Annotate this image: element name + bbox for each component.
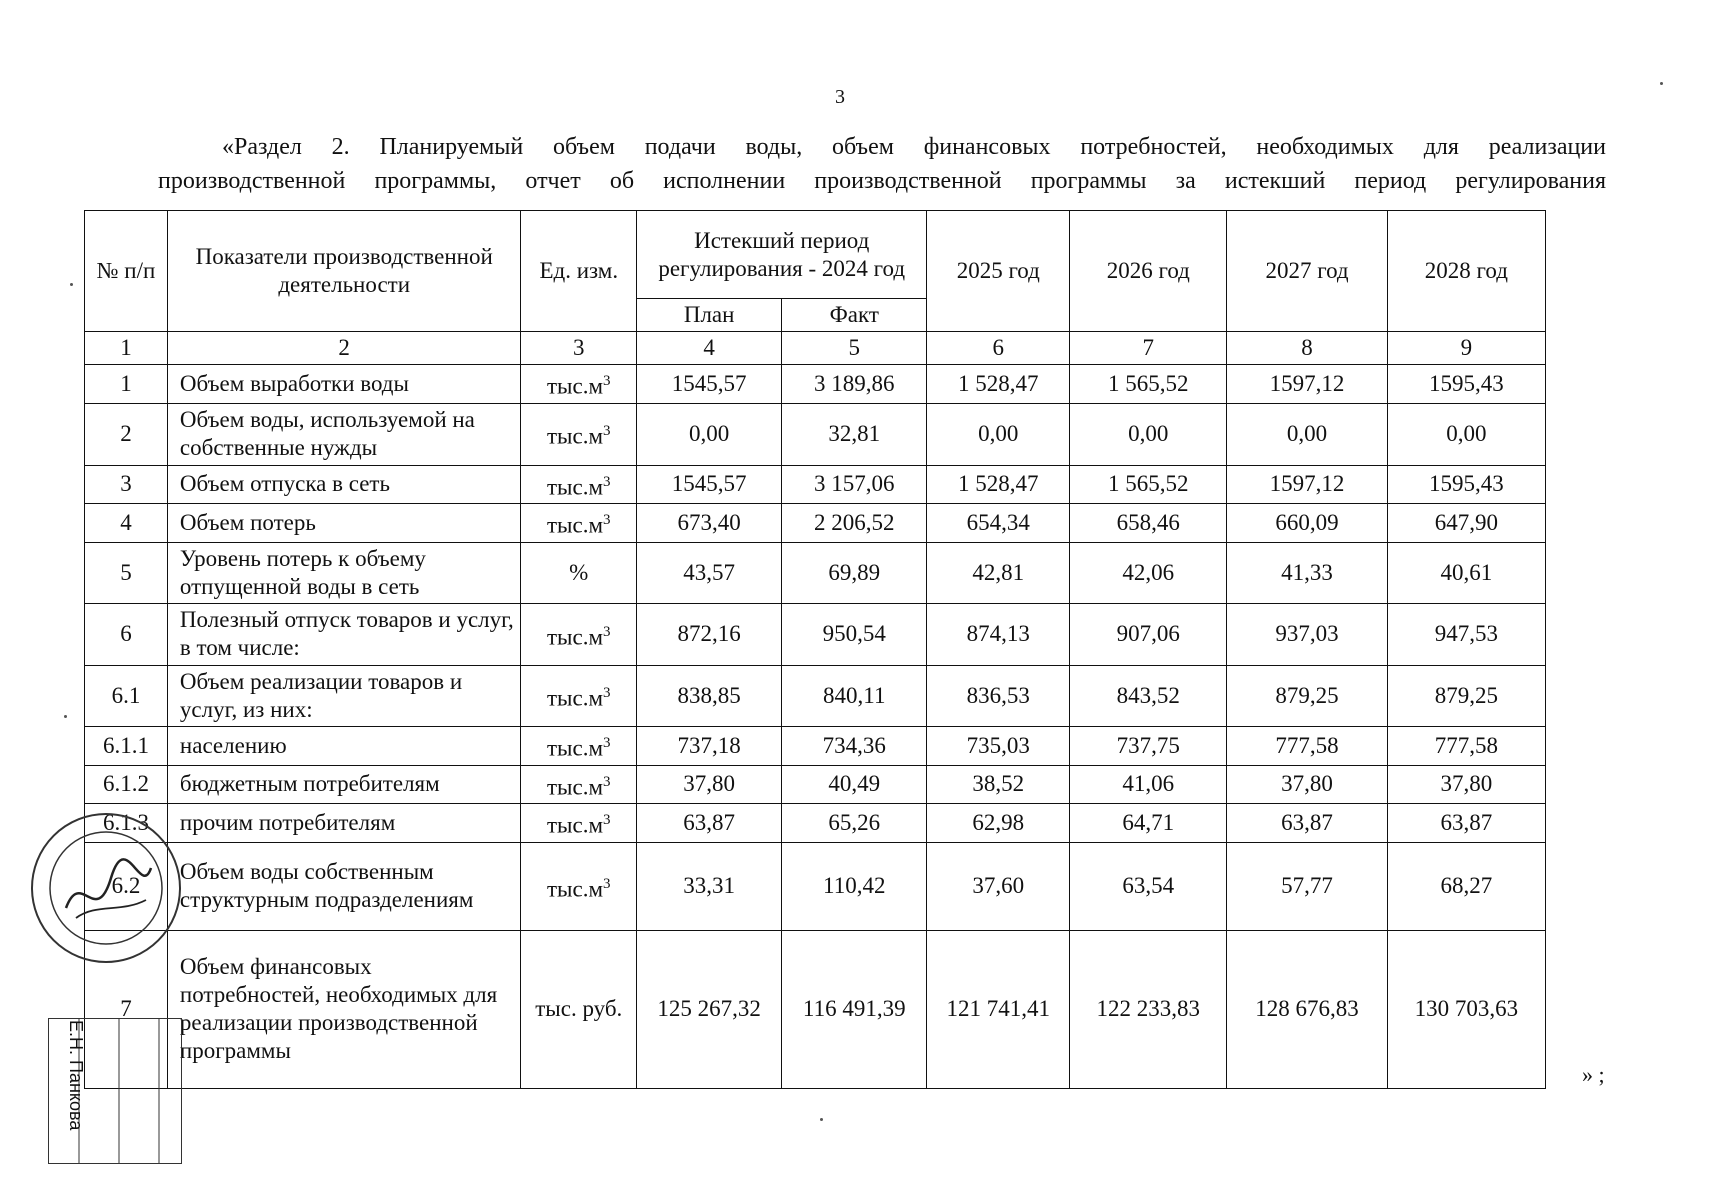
row-value-plan: 63,87: [637, 804, 782, 843]
row-value-fact: 32,81: [782, 403, 927, 465]
table-row: [85, 930, 1546, 1088]
header-indicator: Показатели производственной деятельности: [167, 211, 521, 332]
unit-text: тыс.м: [547, 423, 604, 449]
row-value-plan: 737,18: [637, 726, 782, 765]
row-value-y2028: 947,53: [1387, 603, 1545, 665]
row-value-fact: 3 189,86: [782, 365, 927, 404]
row-indicator: Объем выработки воды: [167, 365, 521, 404]
row-value-y2025: 42,81: [927, 542, 1070, 603]
table-row: [85, 726, 1546, 765]
row-indicator: Объем воды, используемой на собственные нужды: [167, 403, 521, 465]
unit-text: тыс.м: [547, 373, 604, 399]
row-value-y2025: 38,52: [927, 765, 1070, 804]
unit-superscript: 3: [603, 773, 611, 790]
row-number: 1: [85, 365, 168, 404]
row-unit: [521, 804, 637, 843]
row-value-plan: 1545,57: [637, 465, 782, 504]
row-value-y2026: 1 565,52: [1070, 465, 1227, 504]
row-number: 6.1.2: [85, 765, 168, 804]
row-unit: [521, 765, 637, 804]
column-number: 4: [637, 332, 782, 365]
row-indicator: бюджетным потребителям: [167, 765, 521, 804]
row-number: 4: [85, 504, 168, 543]
unit-superscript: 3: [603, 423, 611, 440]
row-number: 6.1: [85, 665, 168, 726]
table-row: [85, 465, 1546, 504]
row-value-fact: 110,42: [782, 842, 927, 930]
header-past-period: Истекший период регулирования - 2024 год: [637, 211, 927, 299]
row-indicator: Уровень потерь к объему отпущенной воды в сеть: [167, 542, 521, 603]
row-number: 2: [85, 403, 168, 465]
header-2025: 2025 год: [927, 211, 1070, 332]
column-number: 7: [1070, 332, 1227, 365]
unit-text: тыс.м: [547, 512, 604, 538]
row-value-y2026: 737,75: [1070, 726, 1227, 765]
table-row: [85, 542, 1546, 603]
row-indicator: Полезный отпуск товаров и услуг, в том числе:: [167, 603, 521, 665]
row-unit: [521, 930, 637, 1088]
row-number: 7: [85, 930, 168, 1088]
row-indicator: Объем воды собственным структурным подразделениям: [167, 842, 521, 930]
unit-superscript: 3: [603, 473, 611, 490]
row-value-y2027: 1597,12: [1227, 465, 1387, 504]
row-indicator: Объем реализации товаров и услуг, из них:: [167, 665, 521, 726]
row-value-y2025: 836,53: [927, 665, 1070, 726]
row-value-y2026: 0,00: [1070, 403, 1227, 465]
row-unit: [521, 665, 637, 726]
row-value-y2028: 777,58: [1387, 726, 1545, 765]
row-value-y2025: 654,34: [927, 504, 1070, 543]
scan-speck: [70, 283, 73, 286]
row-value-y2027: 937,03: [1227, 603, 1387, 665]
row-value-plan: 1545,57: [637, 365, 782, 404]
heading-line-1: «Раздел 2. Планируемый объем подачи воды, объем финансовых потребностей, необходимых для реализации: [222, 134, 1606, 160]
signature-name-wrapper: [64, 1020, 88, 1160]
row-number: 6.2: [85, 842, 168, 930]
row-unit: [521, 542, 637, 603]
unit-superscript: 3: [603, 875, 611, 892]
row-value-y2025: 37,60: [927, 842, 1070, 930]
signature-name: Е.Н. Панкова: [66, 1020, 86, 1131]
column-number: 5: [782, 332, 927, 365]
row-value-y2025: 1 528,47: [927, 365, 1070, 404]
unit-superscript: 3: [603, 734, 611, 751]
unit-text: тыс.м: [547, 685, 604, 711]
row-value-y2028: 63,87: [1387, 804, 1545, 843]
table-row: [85, 665, 1546, 726]
header-fact: Факт: [782, 299, 927, 332]
row-value-y2026: 122 233,83: [1070, 930, 1227, 1088]
row-value-plan: 33,31: [637, 842, 782, 930]
header-2027: 2027 год: [1227, 211, 1387, 332]
row-value-y2026: 658,46: [1070, 504, 1227, 543]
table-row: [85, 765, 1546, 804]
unit-text: тыс.м: [547, 876, 604, 902]
row-unit: [521, 603, 637, 665]
row-value-y2028: 68,27: [1387, 842, 1545, 930]
row-unit: [521, 465, 637, 504]
table-row: [85, 603, 1546, 665]
unit-text: тыс.м: [547, 624, 604, 650]
row-number: 5: [85, 542, 168, 603]
row-value-y2027: 777,58: [1227, 726, 1387, 765]
table-row: [85, 403, 1546, 465]
column-number: 9: [1387, 332, 1545, 365]
official-stamp: [26, 808, 186, 968]
row-value-y2027: 879,25: [1227, 665, 1387, 726]
row-value-y2025: 62,98: [927, 804, 1070, 843]
unit-superscript: 3: [603, 373, 611, 389]
header-num: № п/п: [85, 211, 168, 332]
section-heading: [158, 130, 1606, 198]
row-indicator: прочим потребителям: [167, 804, 521, 843]
row-indicator: Объем потерь: [167, 504, 521, 543]
row-indicator: Объем финансовых потребностей, необходимых для реализации производственной программы: [167, 930, 521, 1088]
row-value-plan: 673,40: [637, 504, 782, 543]
row-value-fact: 40,49: [782, 765, 927, 804]
heading-line-2: производственной программы, отчет об исполнении производственной программы за истекший период регулирования: [158, 168, 1606, 194]
unit-superscript: 3: [603, 623, 611, 640]
production-program-table: [84, 210, 1546, 1089]
row-unit: [521, 403, 637, 465]
row-unit: [521, 365, 637, 404]
row-value-plan: 872,16: [637, 603, 782, 665]
unit-text: тыс.м: [547, 735, 604, 761]
row-value-y2028: 647,90: [1387, 504, 1545, 543]
row-value-y2028: 37,80: [1387, 765, 1545, 804]
column-number: 2: [167, 332, 521, 365]
row-value-fact: 65,26: [782, 804, 927, 843]
unit-superscript: 3: [603, 685, 611, 702]
column-number: 3: [521, 332, 637, 365]
row-value-y2027: 660,09: [1227, 504, 1387, 543]
column-number: 8: [1227, 332, 1387, 365]
row-value-y2027: 37,80: [1227, 765, 1387, 804]
row-value-y2026: 41,06: [1070, 765, 1227, 804]
row-value-y2028: 879,25: [1387, 665, 1545, 726]
row-value-y2025: 874,13: [927, 603, 1070, 665]
unit-text: тыс.м: [547, 474, 604, 500]
row-value-plan: 838,85: [637, 665, 782, 726]
unit-text: тыс. руб.: [535, 996, 623, 1022]
row-value-y2028: 0,00: [1387, 403, 1545, 465]
column-number-row: [85, 332, 1546, 365]
row-value-y2026: 64,71: [1070, 804, 1227, 843]
scan-speck: [64, 715, 67, 718]
row-value-y2026: 907,06: [1070, 603, 1227, 665]
table-row: [85, 365, 1546, 404]
row-value-y2026: 843,52: [1070, 665, 1227, 726]
row-value-y2026: 1 565,52: [1070, 365, 1227, 404]
table-row: [85, 804, 1546, 843]
row-indicator: Объем отпуска в сеть: [167, 465, 521, 504]
row-value-y2027: 128 676,83: [1227, 930, 1387, 1088]
row-value-y2027: 0,00: [1227, 403, 1387, 465]
row-value-fact: 2 206,52: [782, 504, 927, 543]
row-value-fact: 116 491,39: [782, 930, 927, 1088]
row-value-y2025: 735,03: [927, 726, 1070, 765]
row-unit: [521, 842, 637, 930]
row-value-fact: 950,54: [782, 603, 927, 665]
row-value-y2028: 40,61: [1387, 542, 1545, 603]
page-number: 3: [835, 86, 845, 108]
unit-superscript: 3: [603, 812, 611, 829]
table-row: [85, 842, 1546, 930]
row-value-y2028: 130 703,63: [1387, 930, 1545, 1088]
closing-quote: » ;: [1582, 1062, 1605, 1087]
row-value-plan: 0,00: [637, 403, 782, 465]
row-value-fact: 3 157,06: [782, 465, 927, 504]
row-number: 6: [85, 603, 168, 665]
row-indicator: населению: [167, 726, 521, 765]
scan-speck: [820, 1118, 823, 1121]
row-unit: [521, 504, 637, 543]
unit-superscript: 3: [603, 512, 611, 529]
row-value-plan: 43,57: [637, 542, 782, 603]
row-number: 6.1.1: [85, 726, 168, 765]
row-value-y2027: 63,87: [1227, 804, 1387, 843]
row-value-fact: 69,89: [782, 542, 927, 603]
row-value-plan: 125 267,32: [637, 930, 782, 1088]
row-value-fact: 840,11: [782, 665, 927, 726]
row-value-y2025: 121 741,41: [927, 930, 1070, 1088]
unit-text: %: [569, 559, 589, 585]
row-value-y2028: 1595,43: [1387, 365, 1545, 404]
row-value-y2028: 1595,43: [1387, 465, 1545, 504]
row-value-y2027: 57,77: [1227, 842, 1387, 930]
row-number: 6.1.3: [85, 804, 168, 843]
column-number: 1: [85, 332, 168, 365]
row-value-y2025: 1 528,47: [927, 465, 1070, 504]
row-value-y2026: 42,06: [1070, 542, 1227, 603]
scan-speck: [1660, 82, 1663, 85]
unit-text: тыс.м: [547, 812, 604, 838]
header-2026: 2026 год: [1070, 211, 1227, 332]
row-value-y2025: 0,00: [927, 403, 1070, 465]
header-unit: Ед. изм.: [521, 211, 637, 332]
row-value-y2027: 41,33: [1227, 542, 1387, 603]
row-value-y2026: 63,54: [1070, 842, 1227, 930]
header-plan: План: [637, 299, 782, 332]
row-value-fact: 734,36: [782, 726, 927, 765]
column-number: 6: [927, 332, 1070, 365]
row-value-y2027: 1597,12: [1227, 365, 1387, 404]
row-value-plan: 37,80: [637, 765, 782, 804]
table-row: [85, 504, 1546, 543]
row-unit: [521, 726, 637, 765]
header-2028: 2028 год: [1387, 211, 1545, 332]
unit-text: тыс.м: [547, 774, 604, 800]
row-number: 3: [85, 465, 168, 504]
